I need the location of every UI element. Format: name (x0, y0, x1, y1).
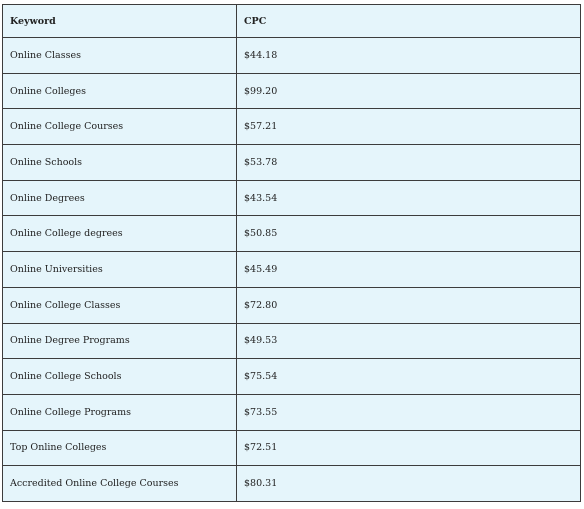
table-row (3, 145, 581, 181)
keyword-cpc-table (2, 4, 581, 502)
keyword-cell: Online Schools (3, 145, 237, 181)
cpc-cell: $57.21 (237, 109, 581, 145)
keyword-cell: Online Universities (3, 252, 237, 288)
keyword-cell: Online College Programs (3, 394, 237, 430)
table-row (3, 73, 581, 109)
cpc-cell: $73.55 (237, 394, 581, 430)
keyword-cell: Online Degrees (3, 180, 237, 216)
table-header-row (3, 5, 581, 38)
cpc-cell: $72.80 (237, 287, 581, 323)
table-row (3, 216, 581, 252)
table-row (3, 180, 581, 216)
cpc-cell: $80.31 (237, 466, 581, 502)
table-row (3, 430, 581, 466)
cpc-cell: $53.78 (237, 145, 581, 181)
cpc-cell: $45.49 (237, 252, 581, 288)
cpc-cell: $75.54 (237, 359, 581, 395)
cpc-cell: $44.18 (237, 38, 581, 74)
keyword-cell: Top Online Colleges (3, 430, 237, 466)
keyword-cell: Online College degrees (3, 216, 237, 252)
cpc-cell: $49.53 (237, 323, 581, 359)
keyword-cell: Online Colleges (3, 73, 237, 109)
keyword-cell: Online College Schools (3, 359, 237, 395)
keyword-cell: Online College Courses (3, 109, 237, 145)
keyword-cell: Online Classes (3, 38, 237, 74)
table-row (3, 287, 581, 323)
table-row (3, 323, 581, 359)
header-cpc: CPC (237, 5, 581, 38)
header-keyword: Keyword (3, 5, 237, 38)
table-row (3, 394, 581, 430)
table-row (3, 109, 581, 145)
table-row (3, 359, 581, 395)
cpc-cell: $43.54 (237, 180, 581, 216)
table-row (3, 466, 581, 502)
keyword-cell: Accredited Online College Courses (3, 466, 237, 502)
keyword-cell: Online Degree Programs (3, 323, 237, 359)
table-row (3, 38, 581, 74)
cpc-cell: $50.85 (237, 216, 581, 252)
keyword-cell: Online College Classes (3, 287, 237, 323)
cpc-cell: $99.20 (237, 73, 581, 109)
cpc-cell: $72.51 (237, 430, 581, 466)
table-row (3, 252, 581, 288)
